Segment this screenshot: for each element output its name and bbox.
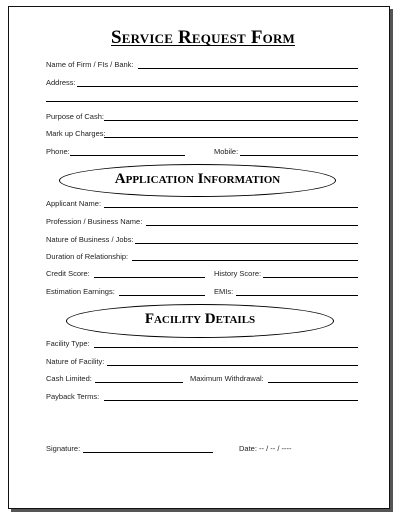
duration-label: Duration of Relationship: <box>46 252 129 261</box>
facility-details-heading-text: Facility Details <box>144 311 256 327</box>
applicant-name-label: Applicant Name: <box>46 199 102 208</box>
firm-name-label: Name of Firm / FIs / Bank: <box>46 60 134 69</box>
nature-of-business-label: Nature of Business / Jobs: <box>46 235 134 244</box>
mobile-label: Mobile: <box>214 147 239 156</box>
payback-terms-field[interactable] <box>104 400 358 401</box>
duration-field[interactable] <box>132 260 358 261</box>
nature-of-facility-label: Nature of Facility: <box>46 357 105 366</box>
cash-limited-label: Cash Limited: <box>46 374 92 383</box>
signature-label: Signature: <box>46 444 81 453</box>
address-label: Address: <box>46 78 76 87</box>
purpose-of-cash-field[interactable] <box>104 120 358 121</box>
profession-field[interactable] <box>146 225 358 226</box>
purpose-of-cash-label: Purpose of Cash: <box>46 112 104 121</box>
phone-label: Phone: <box>46 147 70 156</box>
emis-label: EMIs: <box>214 287 234 296</box>
application-information-heading-text: Application Information <box>114 171 281 187</box>
history-score-label: History Score: <box>214 269 262 278</box>
form-title: Service Request Form <box>110 27 295 48</box>
estimation-earnings-label: Estimation Earnings: <box>46 287 115 296</box>
application-information-heading <box>59 164 336 197</box>
facility-type-label: Facility Type: <box>46 339 90 348</box>
credit-score-field[interactable] <box>94 277 205 278</box>
markup-charges-field[interactable] <box>104 137 358 138</box>
address-field-line-1[interactable] <box>77 86 358 87</box>
history-score-field[interactable] <box>263 277 358 278</box>
credit-score-label: Credit Score: <box>46 269 90 278</box>
date-field[interactable]: Date: -- / -- / ---- <box>239 444 292 453</box>
facility-type-field[interactable] <box>94 347 358 348</box>
firm-name-field[interactable] <box>138 68 358 69</box>
maximum-withdrawal-field[interactable] <box>268 382 358 383</box>
maximum-withdrawal-label: Maximum Withdrawal: <box>190 374 264 383</box>
nature-of-business-field[interactable] <box>135 243 358 244</box>
address-field-line-2[interactable] <box>46 101 358 102</box>
emis-field[interactable] <box>236 295 358 296</box>
applicant-name-field[interactable] <box>104 207 358 208</box>
profession-label: Profession / Business Name: <box>46 217 143 226</box>
nature-of-facility-field[interactable] <box>107 365 358 366</box>
signature-field[interactable] <box>83 452 213 453</box>
mobile-field[interactable] <box>240 155 358 156</box>
markup-charges-label: Mark up Charges: <box>46 129 106 138</box>
facility-details-heading <box>66 304 334 338</box>
cash-limited-field[interactable] <box>95 382 183 383</box>
estimation-earnings-field[interactable] <box>119 295 205 296</box>
phone-field[interactable] <box>70 155 185 156</box>
payback-terms-label: Payback Terms: <box>46 392 100 401</box>
